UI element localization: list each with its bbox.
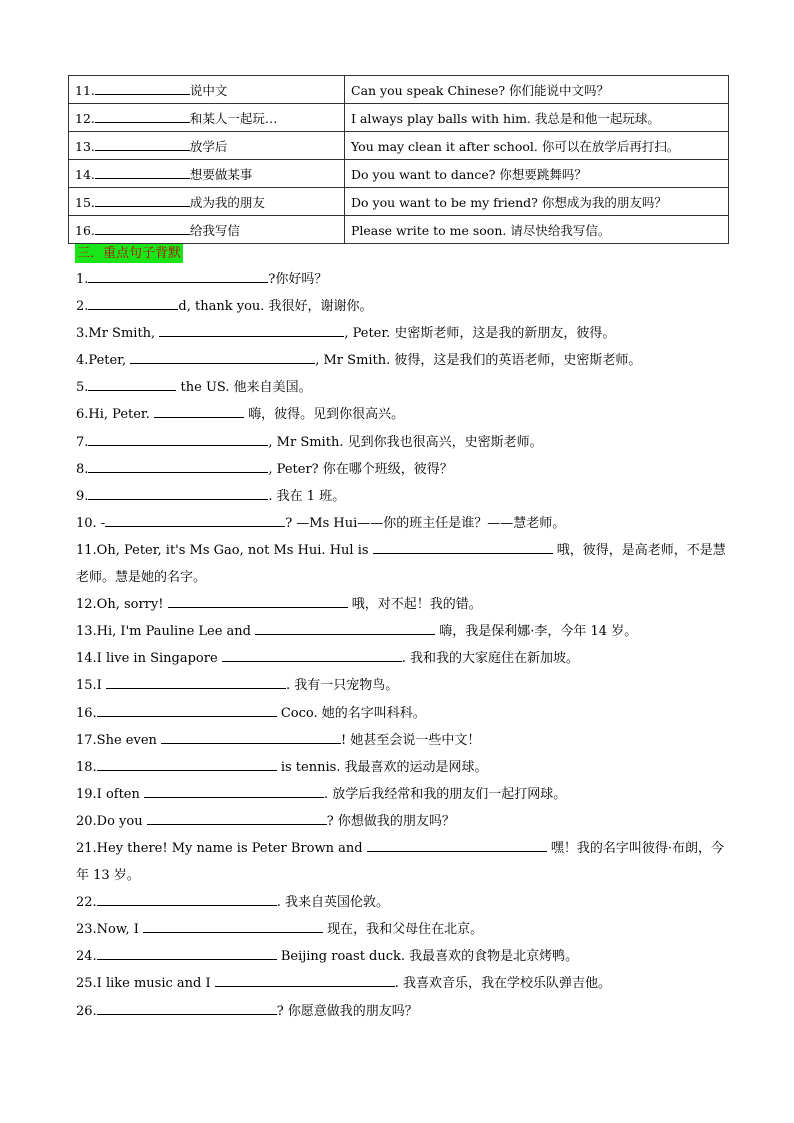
table-row — [69, 160, 729, 188]
answer-blank[interactable] — [95, 109, 190, 123]
sentence-item: 1. ?你好吗？ — [76, 266, 726, 293]
sentence-item: 11.Oh, Peter, it's Ms Gao, not Ms Hui. Hul is 哦，彼得，是高老师，不是慧老师。慧是她的名字。 — [76, 537, 726, 591]
sentence-item: 10. - ? —Ms Hui——你的班主任是谁？——慧老师。 — [76, 510, 726, 537]
phrase-cell: 15. 成为我的朋友 — [69, 188, 345, 216]
sentence-item: 6.Hi, Peter. 嗨，彼得。见到你很高兴。 — [76, 401, 726, 428]
phrase-cell: 13. 放学后 — [69, 132, 345, 160]
answer-blank[interactable] — [88, 296, 178, 310]
answer-blank[interactable] — [143, 919, 323, 933]
answer-blank[interactable] — [168, 594, 348, 608]
sentence-item: 14.I live in Singapore . 我和我的大家庭住在新加坡。 — [76, 645, 726, 672]
answer-blank[interactable] — [97, 1001, 277, 1015]
answer-blank[interactable] — [144, 784, 324, 798]
sentence-item: 15.I . 我有一只宠物鸟。 — [76, 672, 726, 699]
answer-blank[interactable] — [88, 486, 268, 500]
phrase-cell: 14. 想要做某事 — [69, 160, 345, 188]
answer-blank[interactable] — [154, 404, 244, 418]
table-row — [69, 76, 729, 104]
example-cell: Can you speak Chinese? 你们能说中文吗？ — [345, 76, 729, 104]
table-row — [69, 104, 729, 132]
answer-blank[interactable] — [95, 81, 190, 95]
phrase-cell: 12. 和某人一起玩… — [69, 104, 345, 132]
sentence-item: 3.Mr Smith, , Peter. 史密斯老师，这是我的新朋友，彼得。 — [76, 320, 726, 347]
answer-blank[interactable] — [88, 432, 268, 446]
example-cell: Do you want to dance? 你想要跳舞吗？ — [345, 160, 729, 188]
section-title: 三．重点句子背默 — [77, 246, 182, 261]
answer-blank[interactable] — [97, 892, 277, 906]
example-cell: Do you want to be my friend? 你想成为我的朋友吗？ — [345, 188, 729, 216]
answer-blank[interactable] — [95, 165, 190, 179]
sentence-item: 20.Do you ? 你想做我的朋友吗？ — [76, 808, 726, 835]
phrase-cell: 16. 给我写信 — [69, 216, 345, 244]
answer-blank[interactable] — [222, 648, 402, 662]
sentence-item: 19.I often . 放学后我经常和我的朋友们一起打网球。 — [76, 781, 726, 808]
sentence-item: 4.Peter, , Mr Smith. 彼得，这是我们的英语老师，史密斯老师。 — [76, 347, 726, 374]
sentence-list — [76, 266, 726, 1025]
sentence-item: 22. . 我来自英国伦敦。 — [76, 889, 726, 916]
sentence-item: 26. ? 你愿意做我的朋友吗？ — [76, 998, 726, 1025]
answer-blank[interactable] — [88, 377, 176, 391]
answer-blank[interactable] — [106, 675, 286, 689]
answer-blank[interactable] — [161, 730, 341, 744]
vocab-table — [68, 75, 729, 244]
sentence-item: 9. . 我在 1 班。 — [76, 483, 726, 510]
sentence-item: 25.I like music and I . 我喜欢音乐，我在学校乐队弹吉他。 — [76, 970, 726, 997]
sentence-item: 2. d, thank you. 我很好，谢谢你。 — [76, 293, 726, 320]
sentence-item: 21.Hey there! My name is Peter Brown and 嘿！我的名字叫彼得·布朗，今年 13 岁。 — [76, 835, 726, 889]
table-row — [69, 216, 729, 244]
answer-blank[interactable] — [215, 973, 395, 987]
answer-blank[interactable] — [95, 137, 190, 151]
answer-blank[interactable] — [373, 540, 553, 554]
answer-blank[interactable] — [88, 269, 268, 283]
answer-blank[interactable] — [97, 757, 277, 771]
answer-blank[interactable] — [88, 459, 268, 473]
sentence-item: 17.She even ! 她甚至会说一些中文！ — [76, 727, 726, 754]
table-row — [69, 188, 729, 216]
example-cell: Please write to me soon. 请尽快给我写信。 — [345, 216, 729, 244]
sentence-item: 12.Oh, sorry! 哦，对不起！我的错。 — [76, 591, 726, 618]
answer-blank[interactable] — [147, 811, 327, 825]
answer-blank[interactable] — [255, 621, 435, 635]
answer-blank[interactable] — [159, 323, 344, 337]
sentence-item: 23.Now, I 现在，我和父母住在北京。 — [76, 916, 726, 943]
answer-blank[interactable] — [367, 838, 547, 852]
answer-blank[interactable] — [105, 513, 285, 527]
sentence-item: 7. , Mr Smith. 见到你我也很高兴，史密斯老师。 — [76, 429, 726, 456]
answer-blank[interactable] — [95, 221, 190, 235]
example-cell: I always play balls with him. 我总是和他一起玩球。 — [345, 104, 729, 132]
answer-blank[interactable] — [95, 193, 190, 207]
answer-blank[interactable] — [97, 946, 277, 960]
sentence-item: 8. , Peter? 你在哪个班级，彼得？ — [76, 456, 726, 483]
table-row — [69, 132, 729, 160]
sentence-item: 13.Hi, I'm Pauline Lee and 嗨，我是保利娜·李，今年 14 岁。 — [76, 618, 726, 645]
answer-blank[interactable] — [130, 350, 315, 364]
sentence-item: 5. the US. 他来自美国。 — [76, 374, 726, 401]
answer-blank[interactable] — [97, 703, 277, 717]
sentence-item: 16. Coco. 她的名字叫科科。 — [76, 700, 726, 727]
example-cell: You may clean it after school. 你可以在放学后再打扫。 — [345, 132, 729, 160]
phrase-cell: 11. 说中文 — [69, 76, 345, 104]
sentence-item: 24. Beijing roast duck. 我最喜欢的食物是北京烤鸭。 — [76, 943, 726, 970]
sentence-item: 18. is tennis. 我最喜欢的运动是网球。 — [76, 754, 726, 781]
